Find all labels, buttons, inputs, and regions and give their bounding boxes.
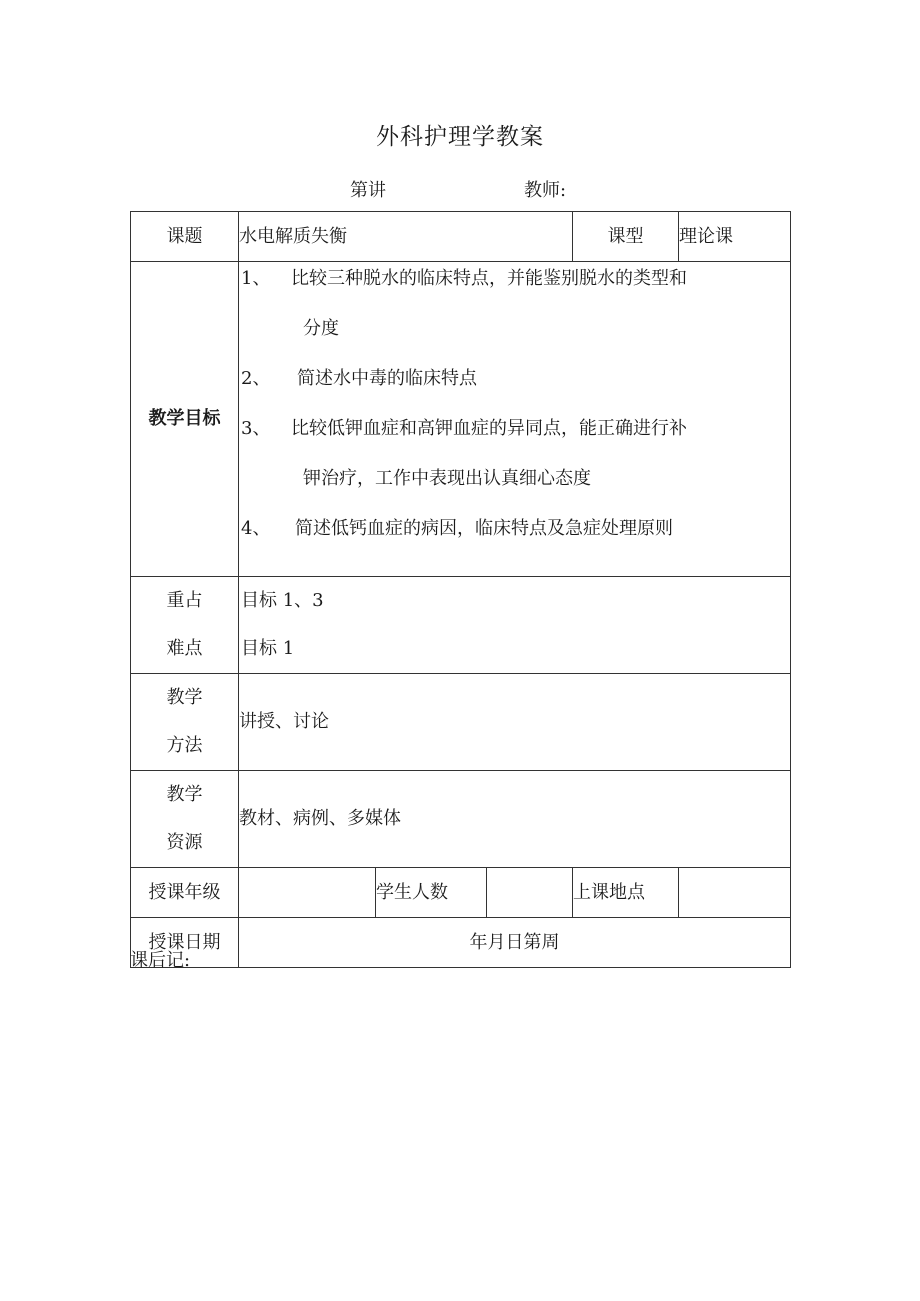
key-difficulty-value-cell	[239, 577, 791, 674]
method-label-line1: 教学	[166, 687, 203, 709]
date-row	[131, 918, 791, 968]
difficulty-value: 目标 1	[241, 638, 295, 659]
students-value	[487, 868, 573, 918]
lecture-number-label: 第讲	[350, 180, 386, 201]
topic-label: 课题	[131, 212, 239, 262]
key-difficulty-label-cell	[131, 577, 239, 674]
grade-label: 授课年级	[131, 868, 239, 918]
page-title: 外科护理学教案	[376, 124, 544, 150]
method-value: 讲授、讨论	[239, 674, 791, 771]
topic-row	[131, 212, 791, 262]
objective-item	[241, 266, 790, 316]
resource-label-cell	[131, 771, 239, 868]
objective-text: 比较三种脱水的临床特点，并能鉴别脱水的类型和	[291, 268, 687, 289]
location-value	[679, 868, 791, 918]
class-info-row	[131, 868, 791, 918]
date-value: 年月日第周	[239, 918, 791, 968]
lesson-plan-table	[130, 211, 791, 968]
objective-text: 简述水中毒的临床特点	[297, 368, 477, 389]
topic-value: 水电解质失衡	[239, 212, 573, 262]
course-type-label: 课型	[573, 212, 679, 262]
objectives-cell	[239, 262, 791, 577]
objective-text: 简述低钙血症的病因，临床特点及急症处理原则	[295, 518, 673, 539]
objective-item	[241, 366, 790, 416]
key-difficulty-row	[131, 577, 791, 674]
location-label: 上课地点	[573, 868, 679, 918]
objective-continuation: 钾治疗，工作中表现出认真细心态度	[303, 468, 591, 489]
key-points-value: 目标 1、3	[241, 590, 324, 612]
students-label: 学生人数	[376, 868, 487, 918]
post-class-notes-label: 课后记:	[130, 950, 191, 971]
objective-number: 3、	[241, 418, 271, 439]
key-points-label: 重占	[166, 590, 203, 612]
grade-value	[239, 868, 376, 918]
objectives-label: 教学目标	[131, 262, 239, 577]
resource-label-line2: 资源	[166, 832, 203, 853]
method-label-cell	[131, 674, 239, 771]
objective-number: 4、	[241, 518, 271, 539]
objective-number: 2、	[241, 368, 271, 389]
course-type-value: 理论课	[679, 212, 791, 262]
method-row	[131, 674, 791, 771]
objectives-list	[239, 262, 790, 576]
resource-label-line1: 教学	[166, 784, 203, 806]
resource-value: 教材、病例、多媒体	[239, 771, 791, 868]
objectives-row	[131, 262, 791, 577]
objective-text: 比较低钾血症和高钾血症的异同点，能正确进行补	[291, 418, 687, 439]
teacher-label: 教师:	[524, 180, 567, 201]
objective-item	[241, 416, 790, 466]
objective-item	[241, 516, 790, 566]
method-label-line2: 方法	[166, 735, 203, 756]
date-label: 授课日期	[131, 918, 239, 968]
resource-row	[131, 771, 791, 868]
objective-continuation: 分度	[303, 318, 339, 339]
difficulty-label: 难点	[166, 638, 203, 659]
objective-number: 1、	[241, 268, 271, 289]
